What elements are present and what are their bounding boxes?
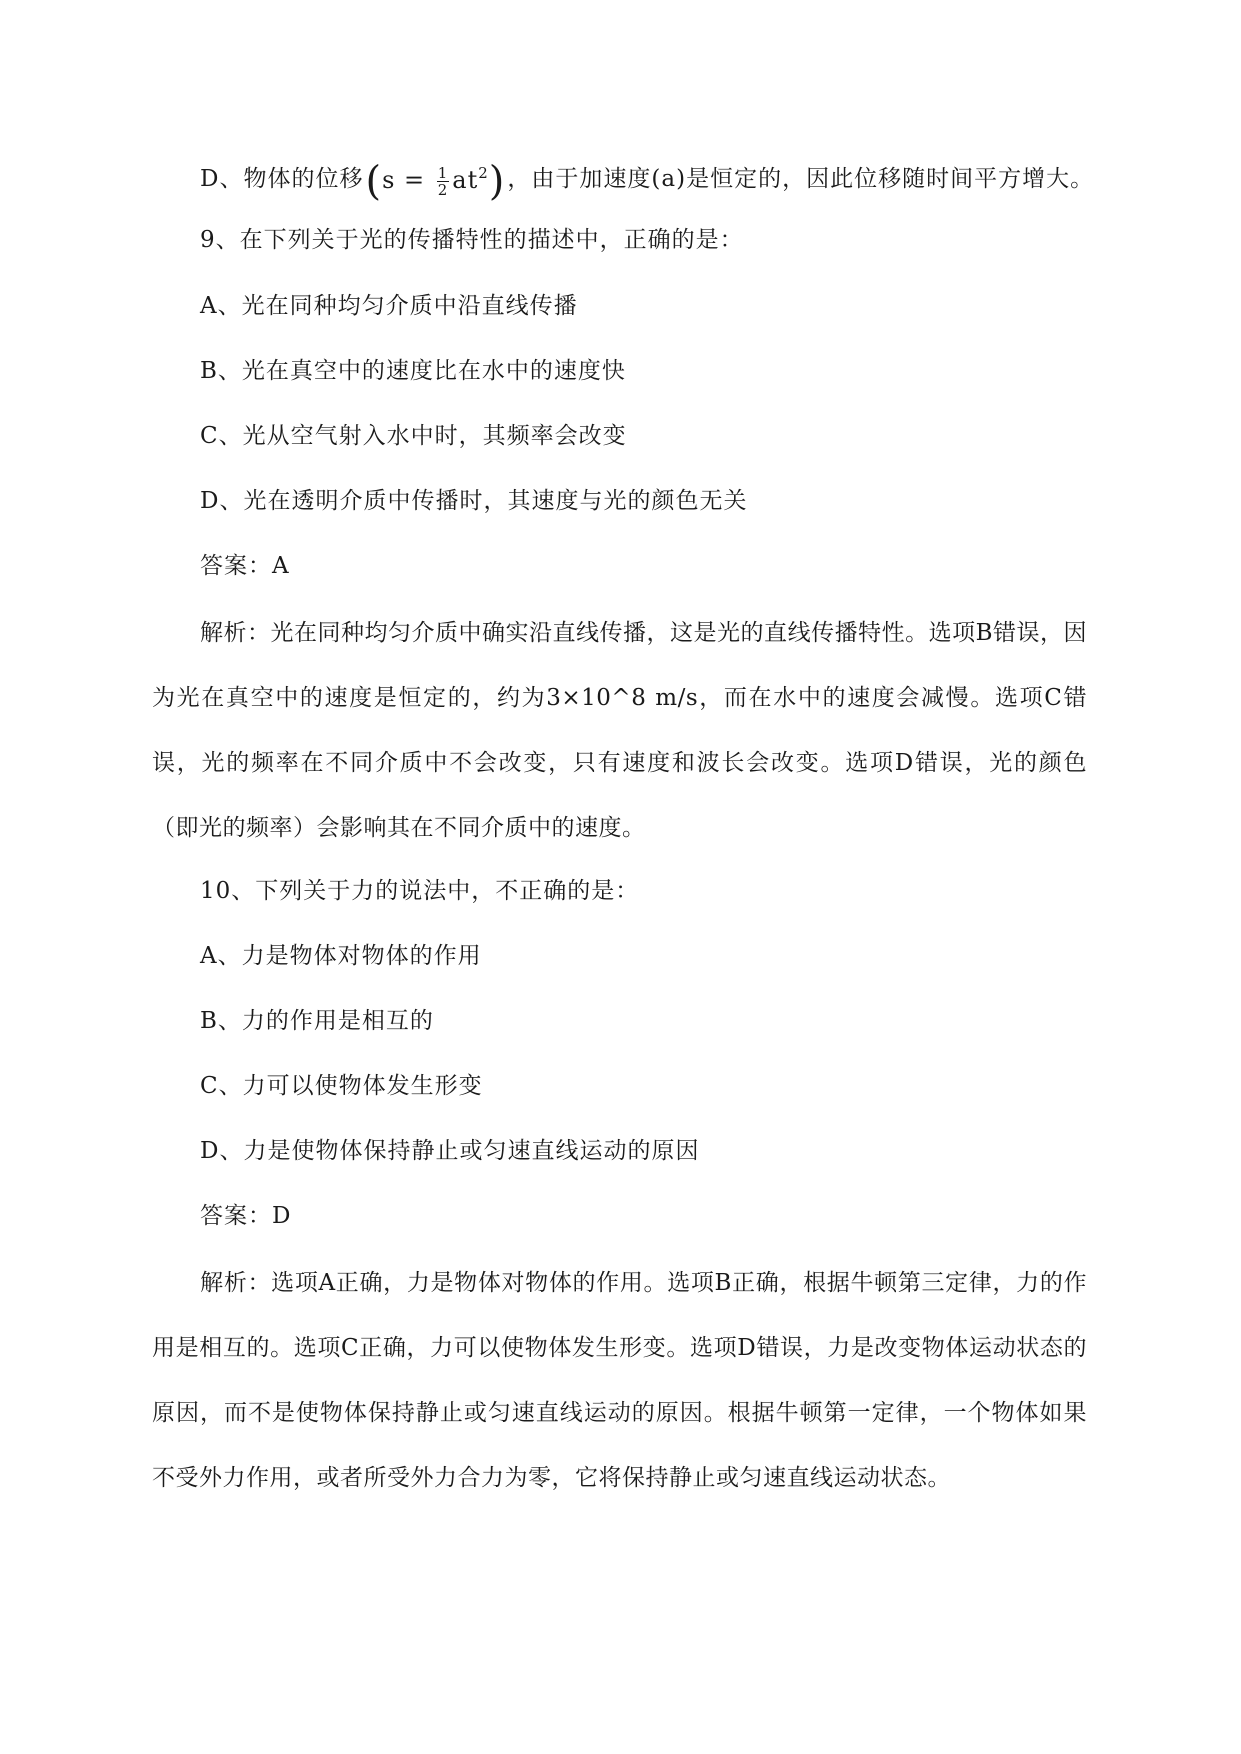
formula-exponent: 2 — [478, 164, 489, 182]
q8-option-d-suffix: ，由于加速度(a)是恒定的，因此位移随时间平方增大。 — [507, 165, 1095, 192]
q9-analysis — [152, 601, 1087, 861]
q10-option-c: C、力可以使物体发生形变 — [200, 1073, 483, 1099]
q10-option-a: A、力是物体对物体的作用 — [200, 943, 482, 969]
q9-question: 9、在下列关于光的传播特性的描述中，正确的是： — [200, 227, 744, 253]
q8-option-d — [200, 158, 1095, 205]
q9-option-d: D、光在透明介质中传播时，其速度与光的颜色无关 — [200, 488, 748, 514]
q9-option-b: B、光在真空中的速度比在水中的速度快 — [200, 358, 626, 384]
formula-left-paren: ( — [365, 158, 383, 205]
q8-option-d-prefix: D、物体的位移 — [200, 165, 364, 192]
formula-right-paren: ) — [488, 158, 506, 205]
q10-question: 10、下列关于力的说法中，不正确的是： — [200, 878, 640, 904]
q10-analysis — [152, 1251, 1087, 1511]
formula-rhs: at — [452, 166, 479, 194]
q9-option-c: C、光从空气射入水中时，其频率会改变 — [200, 423, 627, 449]
q10-answer: 答案：D — [200, 1203, 292, 1229]
q9-option-a: A、光在同种均匀介质中沿直线传播 — [200, 293, 578, 319]
q10-option-b: B、力的作用是相互的 — [200, 1008, 434, 1034]
q10-option-d: D、力是使物体保持静止或匀速直线运动的原因 — [200, 1138, 700, 1164]
formula-fraction — [437, 165, 450, 198]
formula-numerator: 1 — [437, 164, 449, 182]
q9-analysis-text: 解析：光在同种均匀介质中确实沿直线传播，这是光的直线传播特性。选项B错误，因为光在真空中的速度是恒定的，约为3×10^8 m/s，而在水中的速度会减慢。选项C错误，光的频率在不同介质中不会改变，只有速度和波长会改变。选项D错误，光的颜色（即光的频率）会影响其在不同介质中的速度。 — [152, 620, 1087, 841]
displacement-formula — [365, 158, 506, 205]
formula-lhs: s = — [382, 166, 434, 194]
formula-denominator: 2 — [437, 181, 449, 199]
q10-analysis-text: 解析：选项A正确，力是物体对物体的作用。选项B正确，根据牛顿第三定律，力的作用是相互的。选项C正确，力可以使物体发生形变。选项D错误，力是改变物体运动状态的原因，而不是使物体保持静止或匀速直线运动的原因。根据牛顿第一定律，一个物体如果不受外力作用，或者所受外力合力为零，它将保持静止或匀速直线运动状态。 — [152, 1270, 1087, 1491]
q9-answer: 答案：A — [200, 553, 290, 579]
